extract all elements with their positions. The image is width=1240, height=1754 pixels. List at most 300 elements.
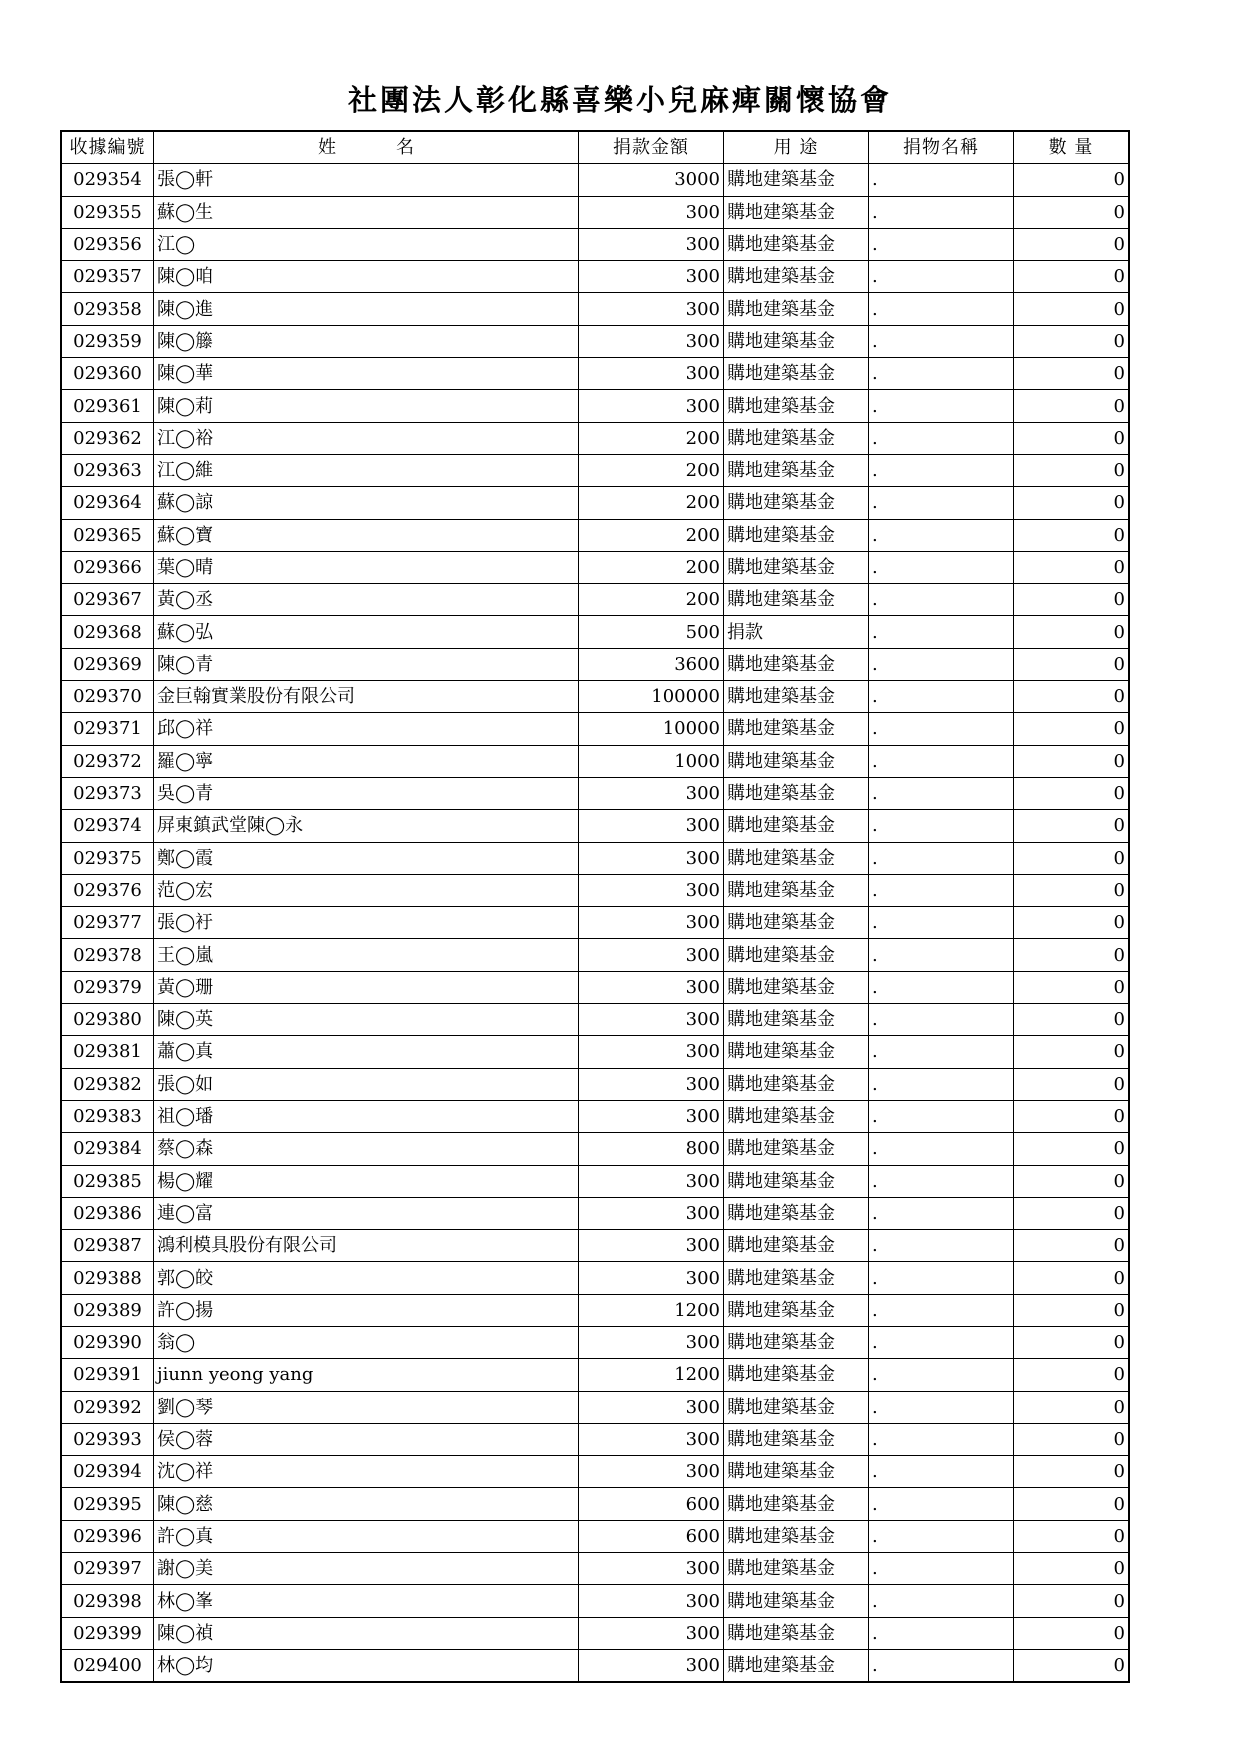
donor-name-cell: 劉◯琴: [154, 1391, 579, 1423]
table-row: [61, 196, 1129, 228]
purpose-cell: 購地建築基金: [724, 1359, 869, 1391]
amount-cell: 300: [579, 842, 724, 874]
amount-cell: 300: [579, 358, 724, 390]
quantity-cell: 0: [1014, 196, 1130, 228]
item-name-cell: .: [869, 939, 1014, 971]
quantity-cell: 0: [1014, 874, 1130, 906]
receipt-no-cell: 029387: [61, 1230, 154, 1262]
amount-cell: 800: [579, 1133, 724, 1165]
quantity-cell: 0: [1014, 681, 1130, 713]
table-row: [61, 842, 1129, 874]
item-name-cell: .: [869, 1262, 1014, 1294]
donor-name-cell: 陳◯咱: [154, 261, 579, 293]
receipt-no-cell: 029399: [61, 1617, 154, 1649]
amount-cell: 300: [579, 1068, 724, 1100]
table-row: [61, 1197, 1129, 1229]
donor-name-cell: 江◯維: [154, 454, 579, 486]
amount-cell: 200: [579, 454, 724, 486]
quantity-cell: 0: [1014, 164, 1130, 196]
quantity-cell: 0: [1014, 487, 1130, 519]
header-receipt-no: 收據編號: [61, 131, 154, 164]
receipt-no-cell: 029392: [61, 1391, 154, 1423]
purpose-cell: 購地建築基金: [724, 681, 869, 713]
item-name-cell: .: [869, 1068, 1014, 1100]
table-row: [61, 681, 1129, 713]
donor-name-cell: 江◯裕: [154, 422, 579, 454]
item-name-cell: .: [869, 519, 1014, 551]
item-name-cell: .: [869, 1100, 1014, 1132]
header-name: [154, 131, 579, 164]
item-name-cell: .: [869, 358, 1014, 390]
table-row: [61, 1165, 1129, 1197]
quantity-cell: 0: [1014, 745, 1130, 777]
table-row: [61, 390, 1129, 422]
item-name-cell: .: [869, 681, 1014, 713]
purpose-cell: 購地建築基金: [724, 551, 869, 583]
header-item-name: 捐物名稱: [869, 131, 1014, 164]
amount-cell: 300: [579, 1326, 724, 1358]
item-name-cell: .: [869, 1391, 1014, 1423]
amount-cell: 10000: [579, 713, 724, 745]
table-row: [61, 551, 1129, 583]
donor-name-cell: 蕭◯真: [154, 1036, 579, 1068]
donor-name-cell: 張◯軒: [154, 164, 579, 196]
header-amount: 捐款金額: [579, 131, 724, 164]
quantity-cell: 0: [1014, 551, 1130, 583]
purpose-cell: 購地建築基金: [724, 261, 869, 293]
receipt-no-cell: 029393: [61, 1423, 154, 1455]
purpose-cell: 購地建築基金: [724, 939, 869, 971]
donor-name-cell: 沈◯祥: [154, 1456, 579, 1488]
header-name-part-b: 名: [396, 137, 414, 159]
quantity-cell: 0: [1014, 1036, 1130, 1068]
purpose-cell: 購地建築基金: [724, 874, 869, 906]
amount-cell: 300: [579, 874, 724, 906]
donor-name-cell: 謝◯美: [154, 1553, 579, 1585]
item-name-cell: .: [869, 713, 1014, 745]
purpose-cell: 購地建築基金: [724, 390, 869, 422]
item-name-cell: .: [869, 584, 1014, 616]
amount-cell: 300: [579, 1649, 724, 1682]
purpose-cell: 購地建築基金: [724, 745, 869, 777]
donor-name-cell: 蘇◯弘: [154, 616, 579, 648]
donor-name-cell: 羅◯寧: [154, 745, 579, 777]
table-row: [61, 1391, 1129, 1423]
donor-name-cell: 蘇◯生: [154, 196, 579, 228]
item-name-cell: .: [869, 1133, 1014, 1165]
quantity-cell: 0: [1014, 1649, 1130, 1682]
amount-cell: 300: [579, 1553, 724, 1585]
receipt-no-cell: 029381: [61, 1036, 154, 1068]
table-row: [61, 454, 1129, 486]
item-name-cell: .: [869, 745, 1014, 777]
quantity-cell: 0: [1014, 1068, 1130, 1100]
receipt-no-cell: 029397: [61, 1553, 154, 1585]
quantity-cell: 0: [1014, 1197, 1130, 1229]
quantity-cell: 0: [1014, 1004, 1130, 1036]
receipt-no-cell: 029380: [61, 1004, 154, 1036]
quantity-cell: 0: [1014, 1488, 1130, 1520]
quantity-cell: 0: [1014, 1133, 1130, 1165]
table-row: [61, 971, 1129, 1003]
amount-cell: 300: [579, 1391, 724, 1423]
header-name-part-a: 姓: [318, 137, 336, 159]
purpose-cell: 購地建築基金: [724, 228, 869, 260]
table-row: [61, 1294, 1129, 1326]
purpose-cell: 購地建築基金: [724, 487, 869, 519]
donor-name-cell: 鄭◯霞: [154, 842, 579, 874]
amount-cell: 300: [579, 325, 724, 357]
receipt-no-cell: 029388: [61, 1262, 154, 1294]
item-name-cell: .: [869, 1294, 1014, 1326]
amount-cell: 1000: [579, 745, 724, 777]
table-row: [61, 261, 1129, 293]
item-name-cell: .: [869, 325, 1014, 357]
donor-name-cell: 王◯嵐: [154, 939, 579, 971]
donor-name-cell: 范◯宏: [154, 874, 579, 906]
purpose-cell: 捐款: [724, 616, 869, 648]
purpose-cell: 購地建築基金: [724, 1423, 869, 1455]
quantity-cell: 0: [1014, 1585, 1130, 1617]
item-name-cell: .: [869, 422, 1014, 454]
amount-cell: 300: [579, 1165, 724, 1197]
quantity-cell: 0: [1014, 713, 1130, 745]
amount-cell: 300: [579, 1036, 724, 1068]
table-row: [61, 1036, 1129, 1068]
item-name-cell: .: [869, 228, 1014, 260]
item-name-cell: .: [869, 777, 1014, 809]
table-row: [61, 1488, 1129, 1520]
quantity-cell: 0: [1014, 1617, 1130, 1649]
item-name-cell: .: [869, 1197, 1014, 1229]
receipt-no-cell: 029378: [61, 939, 154, 971]
purpose-cell: 購地建築基金: [724, 648, 869, 680]
item-name-cell: .: [869, 293, 1014, 325]
item-name-cell: .: [869, 842, 1014, 874]
quantity-cell: 0: [1014, 261, 1130, 293]
donor-name-cell: 祖◯璠: [154, 1100, 579, 1132]
table-row: [61, 874, 1129, 906]
table-row: [61, 1262, 1129, 1294]
amount-cell: 300: [579, 971, 724, 1003]
amount-cell: 500: [579, 616, 724, 648]
receipt-no-cell: 029400: [61, 1649, 154, 1682]
donor-name-cell: 楊◯耀: [154, 1165, 579, 1197]
purpose-cell: 購地建築基金: [724, 1004, 869, 1036]
item-name-cell: .: [869, 1649, 1014, 1682]
purpose-cell: 購地建築基金: [724, 713, 869, 745]
purpose-cell: 購地建築基金: [724, 358, 869, 390]
table-header-row: [61, 131, 1129, 164]
table-row: [61, 1326, 1129, 1358]
table-row: [61, 1649, 1129, 1682]
item-name-cell: .: [869, 261, 1014, 293]
item-name-cell: .: [869, 196, 1014, 228]
header-purpose: 用 途: [724, 131, 869, 164]
table-row: [61, 584, 1129, 616]
quantity-cell: 0: [1014, 1359, 1130, 1391]
purpose-cell: 購地建築基金: [724, 971, 869, 1003]
purpose-cell: 購地建築基金: [724, 1262, 869, 1294]
donor-name-cell: 陳◯英: [154, 1004, 579, 1036]
donor-name-cell: 蘇◯諒: [154, 487, 579, 519]
amount-cell: 300: [579, 1423, 724, 1455]
table-row: [61, 1585, 1129, 1617]
purpose-cell: 購地建築基金: [724, 1617, 869, 1649]
receipt-no-cell: 029363: [61, 454, 154, 486]
amount-cell: 200: [579, 487, 724, 519]
receipt-no-cell: 029368: [61, 616, 154, 648]
table-row: [61, 777, 1129, 809]
quantity-cell: 0: [1014, 422, 1130, 454]
quantity-cell: 0: [1014, 1520, 1130, 1552]
donation-table: [60, 130, 1130, 1683]
amount-cell: 1200: [579, 1294, 724, 1326]
table-row: [61, 907, 1129, 939]
purpose-cell: 購地建築基金: [724, 1488, 869, 1520]
item-name-cell: .: [869, 810, 1014, 842]
purpose-cell: 購地建築基金: [724, 1553, 869, 1585]
purpose-cell: 購地建築基金: [724, 196, 869, 228]
receipt-no-cell: 029395: [61, 1488, 154, 1520]
purpose-cell: 購地建築基金: [724, 1585, 869, 1617]
receipt-no-cell: 029364: [61, 487, 154, 519]
quantity-cell: 0: [1014, 971, 1130, 1003]
item-name-cell: .: [869, 1520, 1014, 1552]
donor-name-cell: 林◯均: [154, 1649, 579, 1682]
item-name-cell: .: [869, 164, 1014, 196]
donor-name-cell: 金巨翰實業股份有限公司: [154, 681, 579, 713]
table-row: [61, 487, 1129, 519]
amount-cell: 300: [579, 1230, 724, 1262]
table-row: [61, 228, 1129, 260]
table-row: [61, 1100, 1129, 1132]
table-row: [61, 1553, 1129, 1585]
amount-cell: 200: [579, 519, 724, 551]
donor-name-cell: 張◯衧: [154, 907, 579, 939]
donor-name-cell: 陳◯慈: [154, 1488, 579, 1520]
item-name-cell: .: [869, 1326, 1014, 1358]
purpose-cell: 購地建築基金: [724, 293, 869, 325]
item-name-cell: .: [869, 1230, 1014, 1262]
amount-cell: 300: [579, 261, 724, 293]
receipt-no-cell: 029371: [61, 713, 154, 745]
quantity-cell: 0: [1014, 454, 1130, 486]
receipt-no-cell: 029394: [61, 1456, 154, 1488]
quantity-cell: 0: [1014, 907, 1130, 939]
receipt-no-cell: 029355: [61, 196, 154, 228]
amount-cell: 1200: [579, 1359, 724, 1391]
purpose-cell: 購地建築基金: [724, 1165, 869, 1197]
table-row: [61, 616, 1129, 648]
quantity-cell: 0: [1014, 1391, 1130, 1423]
purpose-cell: 購地建築基金: [724, 1068, 869, 1100]
amount-cell: 300: [579, 777, 724, 809]
table-row: [61, 1359, 1129, 1391]
receipt-no-cell: 029373: [61, 777, 154, 809]
receipt-no-cell: 029376: [61, 874, 154, 906]
donor-name-cell: 吳◯青: [154, 777, 579, 809]
quantity-cell: 0: [1014, 777, 1130, 809]
receipt-no-cell: 029366: [61, 551, 154, 583]
table-row: [61, 1423, 1129, 1455]
donor-name-cell: 陳◯青: [154, 648, 579, 680]
amount-cell: 300: [579, 1004, 724, 1036]
receipt-no-cell: 029370: [61, 681, 154, 713]
donor-name-cell: 郭◯皎: [154, 1262, 579, 1294]
receipt-no-cell: 029382: [61, 1068, 154, 1100]
quantity-cell: 0: [1014, 1456, 1130, 1488]
table-row: [61, 1456, 1129, 1488]
header-quantity: 數 量: [1014, 131, 1130, 164]
receipt-no-cell: 029372: [61, 745, 154, 777]
quantity-cell: 0: [1014, 648, 1130, 680]
donor-name-cell: 張◯如: [154, 1068, 579, 1100]
purpose-cell: 購地建築基金: [724, 422, 869, 454]
table-row: [61, 422, 1129, 454]
amount-cell: 300: [579, 1197, 724, 1229]
donor-name-cell: 許◯揚: [154, 1294, 579, 1326]
receipt-no-cell: 029375: [61, 842, 154, 874]
purpose-cell: 購地建築基金: [724, 810, 869, 842]
donor-name-cell: jiunn yeong yang: [154, 1359, 579, 1391]
table-row: [61, 1230, 1129, 1262]
quantity-cell: 0: [1014, 810, 1130, 842]
donor-name-cell: 蘇◯寶: [154, 519, 579, 551]
item-name-cell: .: [869, 551, 1014, 583]
donor-name-cell: 陳◯莉: [154, 390, 579, 422]
donor-name-cell: 陳◯禎: [154, 1617, 579, 1649]
receipt-no-cell: 029390: [61, 1326, 154, 1358]
table-row: [61, 293, 1129, 325]
receipt-no-cell: 029360: [61, 358, 154, 390]
receipt-no-cell: 029379: [61, 971, 154, 1003]
table-row: [61, 1068, 1129, 1100]
receipt-no-cell: 029356: [61, 228, 154, 260]
donor-name-cell: 屏東鎮武堂陳◯永: [154, 810, 579, 842]
item-name-cell: .: [869, 487, 1014, 519]
donor-name-cell: 蔡◯森: [154, 1133, 579, 1165]
purpose-cell: 購地建築基金: [724, 1294, 869, 1326]
receipt-no-cell: 029369: [61, 648, 154, 680]
purpose-cell: 購地建築基金: [724, 842, 869, 874]
table-row: [61, 810, 1129, 842]
table-row: [61, 164, 1129, 196]
purpose-cell: 購地建築基金: [724, 1326, 869, 1358]
item-name-cell: .: [869, 1456, 1014, 1488]
quantity-cell: 0: [1014, 1326, 1130, 1358]
donor-name-cell: 林◯峯: [154, 1585, 579, 1617]
quantity-cell: 0: [1014, 1294, 1130, 1326]
donor-name-cell: 鴻利模具股份有限公司: [154, 1230, 579, 1262]
table-row: [61, 325, 1129, 357]
table-row: [61, 519, 1129, 551]
amount-cell: 300: [579, 293, 724, 325]
table-row: [61, 1617, 1129, 1649]
item-name-cell: .: [869, 1359, 1014, 1391]
receipt-no-cell: 029398: [61, 1585, 154, 1617]
purpose-cell: 購地建築基金: [724, 1230, 869, 1262]
amount-cell: 300: [579, 196, 724, 228]
receipt-no-cell: 029383: [61, 1100, 154, 1132]
donor-name-cell: 連◯富: [154, 1197, 579, 1229]
amount-cell: 3000: [579, 164, 724, 196]
quantity-cell: 0: [1014, 842, 1130, 874]
amount-cell: 3600: [579, 648, 724, 680]
receipt-no-cell: 029384: [61, 1133, 154, 1165]
quantity-cell: 0: [1014, 293, 1130, 325]
table-row: [61, 745, 1129, 777]
item-name-cell: .: [869, 1617, 1014, 1649]
quantity-cell: 0: [1014, 1165, 1130, 1197]
table-row: [61, 713, 1129, 745]
donor-name-cell: 陳◯進: [154, 293, 579, 325]
quantity-cell: 0: [1014, 1553, 1130, 1585]
quantity-cell: 0: [1014, 1423, 1130, 1455]
table-body: [61, 164, 1129, 1682]
receipt-no-cell: 029385: [61, 1165, 154, 1197]
amount-cell: 300: [579, 907, 724, 939]
amount-cell: 300: [579, 1262, 724, 1294]
donor-name-cell: 黃◯丞: [154, 584, 579, 616]
item-name-cell: .: [869, 907, 1014, 939]
item-name-cell: .: [869, 1004, 1014, 1036]
donor-name-cell: 黃◯珊: [154, 971, 579, 1003]
purpose-cell: 購地建築基金: [724, 1133, 869, 1165]
item-name-cell: .: [869, 1423, 1014, 1455]
item-name-cell: .: [869, 616, 1014, 648]
amount-cell: 300: [579, 810, 724, 842]
document-title: 社團法人彰化縣喜樂小兒麻痺關懷協會: [347, 83, 892, 117]
item-name-cell: .: [869, 1036, 1014, 1068]
receipt-no-cell: 029357: [61, 261, 154, 293]
quantity-cell: 0: [1014, 616, 1130, 648]
table-row: [61, 1133, 1129, 1165]
item-name-cell: .: [869, 1165, 1014, 1197]
table-row: [61, 648, 1129, 680]
table-row: [61, 939, 1129, 971]
receipt-no-cell: 029389: [61, 1294, 154, 1326]
receipt-no-cell: 029362: [61, 422, 154, 454]
item-name-cell: .: [869, 454, 1014, 486]
item-name-cell: .: [869, 390, 1014, 422]
receipt-no-cell: 029374: [61, 810, 154, 842]
amount-cell: 300: [579, 1617, 724, 1649]
item-name-cell: .: [869, 1585, 1014, 1617]
receipt-no-cell: 029391: [61, 1359, 154, 1391]
amount-cell: 300: [579, 939, 724, 971]
purpose-cell: 購地建築基金: [724, 1456, 869, 1488]
amount-cell: 300: [579, 1100, 724, 1132]
purpose-cell: 購地建築基金: [724, 1520, 869, 1552]
purpose-cell: 購地建築基金: [724, 164, 869, 196]
purpose-cell: 購地建築基金: [724, 325, 869, 357]
purpose-cell: 購地建築基金: [724, 907, 869, 939]
amount-cell: 300: [579, 1456, 724, 1488]
item-name-cell: .: [869, 1553, 1014, 1585]
item-name-cell: .: [869, 648, 1014, 680]
receipt-no-cell: 029386: [61, 1197, 154, 1229]
item-name-cell: .: [869, 971, 1014, 1003]
item-name-cell: .: [869, 1488, 1014, 1520]
item-name-cell: .: [869, 874, 1014, 906]
donor-name-cell: 翁◯: [154, 1326, 579, 1358]
amount-cell: 300: [579, 390, 724, 422]
quantity-cell: 0: [1014, 1262, 1130, 1294]
purpose-cell: 購地建築基金: [724, 1649, 869, 1682]
amount-cell: 200: [579, 422, 724, 454]
receipt-no-cell: 029354: [61, 164, 154, 196]
